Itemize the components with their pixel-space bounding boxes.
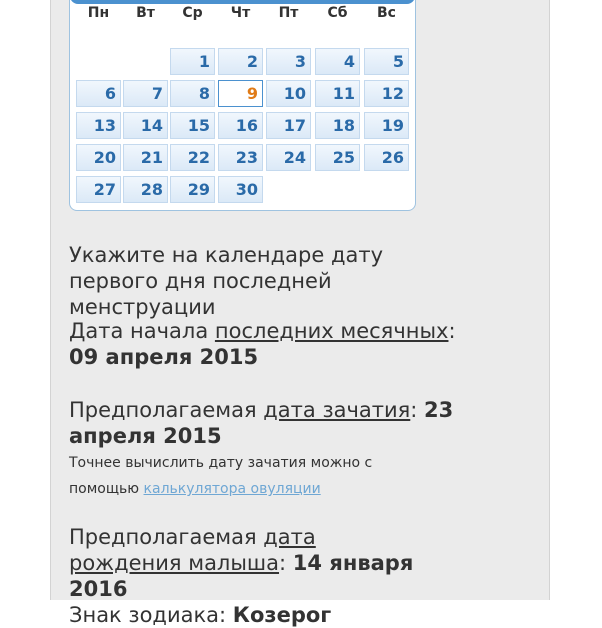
weekday-label: Пт xyxy=(278,5,299,21)
calendar-day[interactable]: 23 xyxy=(218,144,263,171)
calendar-day[interactable]: 19 xyxy=(364,112,409,139)
weekday-label: Вт xyxy=(136,5,155,21)
calendar-day[interactable]: 1 xyxy=(170,48,215,75)
calendar-day[interactable]: 20 xyxy=(76,144,121,171)
weekday-label: Чт xyxy=(230,5,251,21)
conception-block xyxy=(69,397,453,449)
ovulation-note xyxy=(69,450,409,502)
calendar-day[interactable]: 21 xyxy=(123,144,168,171)
last-period-block xyxy=(69,318,456,370)
calendar-day[interactable]: 17 xyxy=(266,112,311,139)
birth-link[interactable]: дата рождения малыша xyxy=(69,525,316,575)
weekday-label: Ср xyxy=(182,5,203,21)
calendar-day[interactable]: 28 xyxy=(123,176,168,203)
calendar-day[interactable]: 7 xyxy=(123,80,168,107)
instruction-text xyxy=(69,242,459,320)
calendar-day[interactable]: 14 xyxy=(123,112,168,139)
calendar-day[interactable]: 25 xyxy=(315,144,360,171)
calendar-day[interactable]: 16 xyxy=(218,112,263,139)
zodiac-value: Козерог xyxy=(232,603,332,627)
conception-link[interactable]: дата зачатия xyxy=(263,398,411,422)
calendar-day[interactable]: 27 xyxy=(76,176,121,203)
calendar-day[interactable]: 4 xyxy=(315,48,360,75)
birth-block xyxy=(69,524,429,628)
instruction-label: Укажите на календаре дату первого дня последней менструации xyxy=(69,243,384,319)
calendar-day[interactable]: 11 xyxy=(315,80,360,107)
calculator-panel xyxy=(50,0,550,627)
conception-value-month-year: апреля 2015 xyxy=(69,424,222,448)
zodiac-label: Знак зодиака: xyxy=(69,603,233,627)
birth-value: 14 января 2016 xyxy=(69,551,414,601)
calendar-day[interactable]: 22 xyxy=(170,144,215,171)
ovulation-note-text: Точнее вычислить дату зачатия можно с помощью xyxy=(69,455,373,497)
weekday-label: Пн xyxy=(87,5,110,21)
calendar xyxy=(69,0,416,211)
calendar-day[interactable]: 8 xyxy=(170,80,215,107)
calendar-day[interactable]: 30 xyxy=(218,176,263,203)
last-period-label: Дата начала xyxy=(69,319,215,343)
weekday-label: Вс xyxy=(377,5,396,21)
conception-label: Предполагаемая xyxy=(69,398,264,422)
conception-value-day: 23 xyxy=(424,398,454,422)
calendar-day[interactable]: 29 xyxy=(170,176,215,203)
conception-colon: : xyxy=(410,398,425,422)
calendar-day[interactable]: 10 xyxy=(266,80,311,107)
calendar-day[interactable]: 6 xyxy=(76,80,121,107)
ovulation-calculator-link[interactable]: калькулятора овуляции xyxy=(143,481,321,497)
birth-label: Предполагаемая xyxy=(69,525,264,549)
last-period-value: 09 апреля 2015 xyxy=(69,345,259,369)
calendar-day-selected[interactable]: 9 xyxy=(218,80,263,107)
calendar-day[interactable]: 24 xyxy=(266,144,311,171)
calendar-day[interactable]: 3 xyxy=(266,48,311,75)
calendar-day[interactable]: 12 xyxy=(364,80,409,107)
calendar-day[interactable]: 2 xyxy=(218,48,263,75)
calendar-day[interactable]: 26 xyxy=(364,144,409,171)
calendar-day[interactable]: 15 xyxy=(170,112,215,139)
calendar-day[interactable]: 13 xyxy=(76,112,121,139)
calendar-day[interactable]: 18 xyxy=(315,112,360,139)
calendar-header-bar xyxy=(70,0,415,4)
birth-colon: : xyxy=(279,551,293,575)
calendar-day[interactable]: 5 xyxy=(364,48,409,75)
last-period-link[interactable]: последних месячных xyxy=(214,319,449,343)
last-period-colon: : xyxy=(448,319,456,343)
weekday-label: Сб xyxy=(327,5,348,21)
